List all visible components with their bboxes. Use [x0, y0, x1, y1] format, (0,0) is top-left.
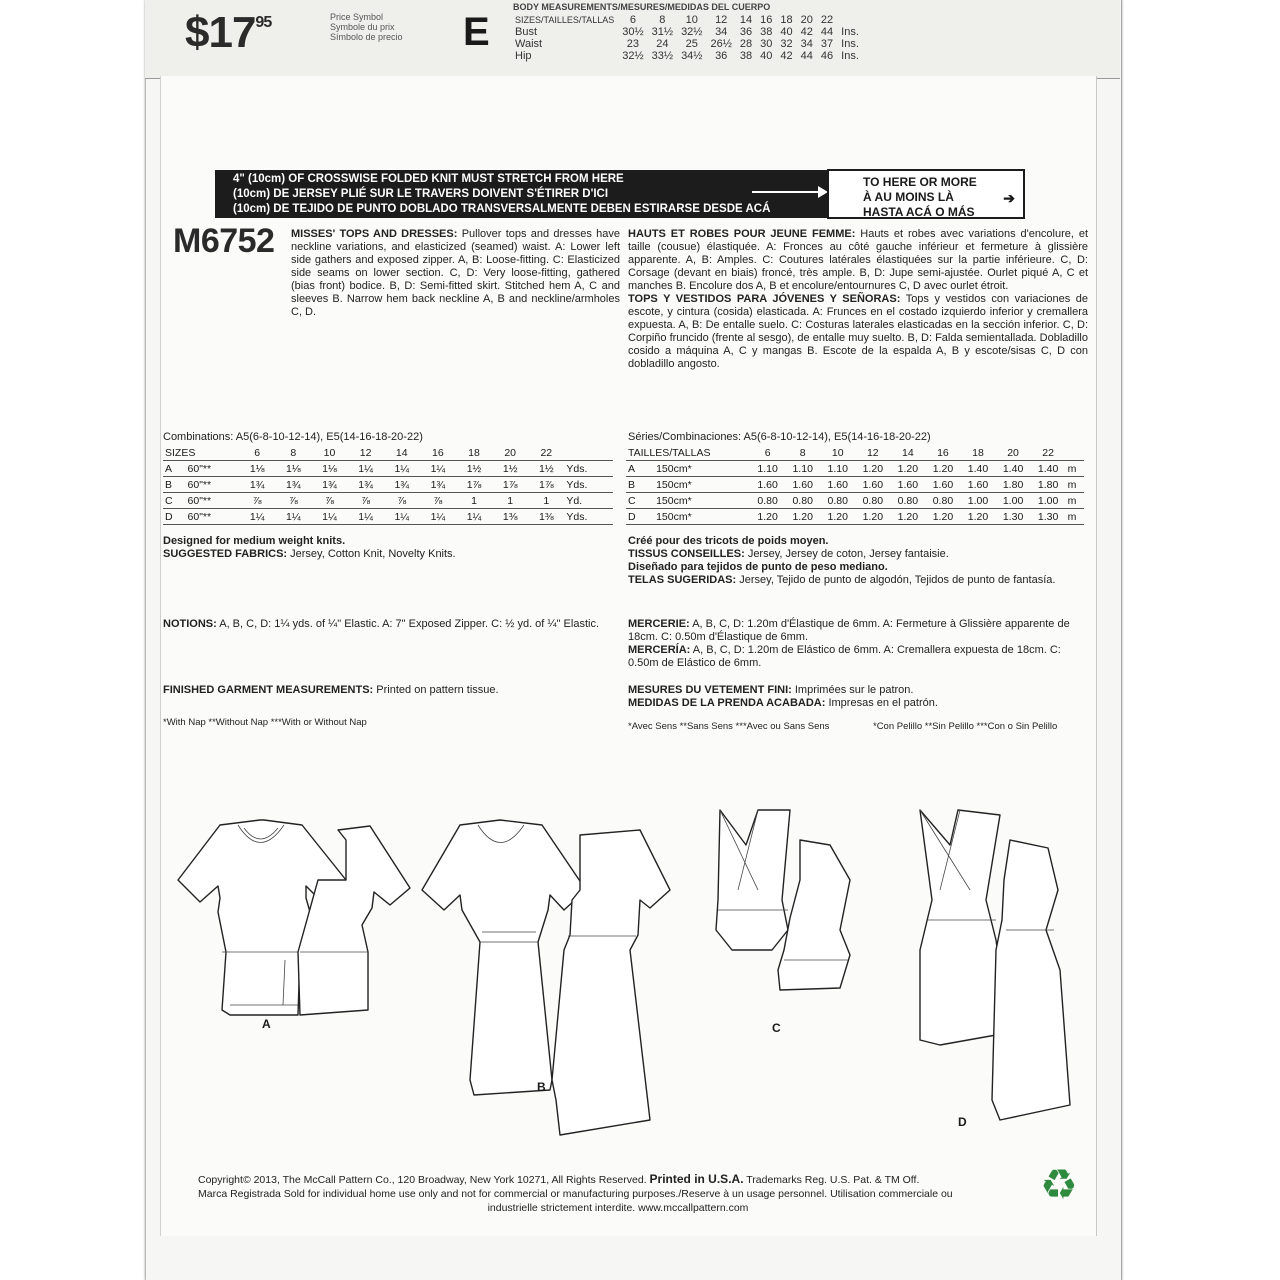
description-french-spanish: HAUTS ET ROBES POUR JEUNE FEMME: Hauts et robes avec variations d'encolure, et taille (cousue) élastiquée. A: Fronces au côté gauche inférieur et fermeture à glissière apparente. A, B: Amples. C: Coutures latérales élastiquées sur la partie inférieure. C, D: Corsage (devant en biais) froncé, très ample. B, D: Jupe semi-ajustée. Ourlet piqué A, C et manches B. Encolure dos A, B et encolure/entournures C, D avec ourlet étroit. TOPS Y VESTIDOS PARA JÓVENES Y SEÑORAS: Tops y vestidos con variaciones de escote, y cintura (cosida) elasticada. A: Frunces en el costado izquierdo inferior y cremallera expuesta. A, B: De entalle suelo. C: Costuras laterales elasticadas en la sección inferior. C, D: Corpiño fruncido (frente al sesgo), de entalle muy suelto. B, D: Falda semientallada. Dobladillo cosido a máquina A, C y mangas B. Escote de la espalda A, B y escote/sisas C, D con dobladillo angosto. — [628, 228, 1089, 370]
yardage-value: 1¼ — [348, 509, 384, 525]
yardage-value: 1¾ — [311, 477, 347, 493]
stretch-arrow-line — [752, 191, 824, 193]
yardage-value: 1¼ — [311, 509, 347, 525]
price-symbol-label: Price Symbol Symbole du prix Símbolo de precio — [330, 12, 403, 42]
yardage-value: 1.20 — [890, 461, 925, 477]
measurement-unit: Ins. — [841, 26, 859, 38]
yardage-size-header: 14 — [890, 445, 925, 461]
yardage-value: 1 — [456, 493, 492, 509]
view-c-back-drawing — [778, 840, 850, 990]
yardage-value: ⅞ — [348, 493, 384, 509]
yardage-value: 1¾ — [239, 477, 275, 493]
yardage-size-header: 14 — [384, 445, 420, 461]
yardage-value: 1¾ — [384, 477, 420, 493]
yardage-table-metric — [626, 445, 1084, 525]
yardage-table-english — [163, 445, 613, 525]
yardage-unit: Yd. — [564, 493, 613, 509]
notions-english: NOTIONS: A, B, C, D: 1¼ yds. of ¼" Elastic. A: 7" Exposed Zipper. C: ½ yd. of ¼" Elastic. — [163, 618, 600, 630]
yardage-value: 1⅜ — [492, 509, 528, 525]
size-header: 20 — [800, 14, 813, 26]
yardage-size-header: 8 — [785, 445, 820, 461]
yardage-value: 1.60 — [855, 477, 890, 493]
yardage-value: 1½ — [456, 461, 492, 477]
yardage-value: 1.80 — [996, 477, 1031, 493]
measurement-value: 44 — [820, 26, 834, 38]
yardage-value: ⅞ — [420, 493, 456, 509]
measurement-value: 30½ — [622, 26, 644, 38]
yardage-view: B — [163, 477, 186, 493]
size-header: 6 — [629, 14, 636, 26]
yardage-value: 1.00 — [960, 493, 995, 509]
size-header: 10 — [685, 14, 698, 26]
finished-measurements-french-spanish: MESURES DU VETEMENT FINI: Imprimées sur le patron. MEDIDAS DE LA PRENDA ACABADA: Impresas en el patrón. — [628, 684, 938, 709]
measurement-value: 34½ — [681, 50, 703, 62]
stretch-gauge-banner: 4" (10cm) OF CROSSWISE FOLDED KNIT MUST STRETCH FROM HERE (10cm) DE JERSEY PLIÉ SUR LE TRAVERS DOIVENT S'ÉTIRER D'ICI (10cm) DE TEJIDO DE PUNTO DOBLADO TRANSVERSALMENTE DEBEN ESTIRARSE DESDE ACÁ — [215, 170, 827, 218]
yardage-value: 1⅛ — [239, 461, 275, 477]
measurement-label: Bust — [515, 26, 538, 38]
measurement-value: 42 — [800, 26, 813, 38]
view-d-front-drawing — [920, 810, 1006, 1045]
yardage-value: 0.80 — [855, 493, 890, 509]
yardage-value: 1¾ — [275, 477, 311, 493]
yardage-size-header: 18 — [456, 445, 492, 461]
yardage-row — [626, 509, 1084, 525]
yardage-value: 1.20 — [960, 509, 995, 525]
sizes-label: SIZES/TAILLES/TALLAS — [515, 15, 615, 25]
measurement-value: 33½ — [651, 50, 674, 62]
yardage-value: 1¼ — [239, 509, 275, 525]
measurement-value: 26½ — [710, 38, 732, 50]
yardage-value: 1.20 — [750, 509, 785, 525]
yardage-view: C — [163, 493, 186, 509]
yardage-unit: m — [1066, 509, 1084, 525]
nap-legend-spanish: *Con Pelillo **Sin Pelillo ***Con o Sin Pelillo — [873, 721, 1058, 732]
yardage-width: 150cm* — [654, 477, 750, 493]
yardage-value: 1¼ — [384, 509, 420, 525]
yardage-value: 1¾ — [420, 477, 456, 493]
yardage-unit: Yds. — [564, 477, 613, 493]
recycle-icon: ♻ — [1040, 1161, 1078, 1208]
yardage-size-header: 22 — [528, 445, 564, 461]
yardage-row — [626, 493, 1084, 509]
yardage-value: 1.30 — [996, 509, 1031, 525]
yardage-value: 1.20 — [925, 509, 960, 525]
view-c-label: C — [772, 1021, 781, 1035]
yardage-value: 1.60 — [820, 477, 855, 493]
yardage-width: 150cm* — [654, 493, 750, 509]
yardage-value: 1.00 — [1031, 493, 1066, 509]
yardage-size-header: 16 — [925, 445, 960, 461]
combinations-metric: Séries/Combinaciones: A5(6-8-10-12-14), E5(14-16-18-20-22) — [628, 431, 931, 443]
combinations-english: Combinations: A5(6-8-10-12-14), E5(14-16-18-20-22) — [163, 431, 423, 443]
yardage-value: 1.10 — [820, 461, 855, 477]
yardage-size-header: 22 — [1031, 445, 1066, 461]
yardage-value: ⅞ — [384, 493, 420, 509]
measurement-value: 46 — [820, 50, 834, 62]
view-b-label: B — [537, 1080, 546, 1094]
yardage-value: 1¼ — [348, 461, 384, 477]
yardage-unit: m — [1066, 493, 1084, 509]
yardage-size-header: 12 — [855, 445, 890, 461]
measurement-value: 38 — [760, 26, 773, 38]
yardage-value: 0.80 — [925, 493, 960, 509]
yardage-value: 1.60 — [890, 477, 925, 493]
yardage-value: 0.80 — [890, 493, 925, 509]
yardage-value: 1.20 — [855, 461, 890, 477]
fabrics-french-spanish: Créé pour des tricots de poids moyen. TISSUS CONSEILLES: Jersey, Jersey de coton, Jersey fantaisie. Diseñado para tejidos de punto de peso mediano. TELAS SUGERIDAS: Jersey, Tejido de punto de algodón, Tejidos de punto de fantasía. — [628, 535, 1056, 586]
yardage-row — [163, 509, 613, 525]
yardage-size-header: 6 — [750, 445, 785, 461]
yardage-view: D — [626, 509, 654, 525]
yardage-size-header: 16 — [420, 445, 456, 461]
yardage-value: 1¼ — [420, 509, 456, 525]
yardage-value: 1.80 — [1031, 477, 1066, 493]
yardage-value: 0.80 — [750, 493, 785, 509]
yardage-size-header: 18 — [960, 445, 995, 461]
measurement-value: 42 — [780, 50, 793, 62]
measurement-value: 36 — [739, 26, 753, 38]
yardage-value: 0.80 — [785, 493, 820, 509]
yardage-value: 1⅞ — [456, 477, 492, 493]
yardage-size-header: 12 — [348, 445, 384, 461]
finished-measurements-english: FINISHED GARMENT MEASUREMENTS: Printed on pattern tissue. — [163, 684, 499, 696]
measurement-value: 32 — [780, 38, 793, 50]
yardage-value: 1.40 — [960, 461, 995, 477]
pattern-number: M6752 — [173, 222, 275, 260]
yardage-view: A — [163, 461, 186, 477]
yardage-value: 1.40 — [1031, 461, 1066, 477]
measurement-value: 23 — [626, 38, 640, 50]
price-letter: E — [463, 10, 490, 54]
yardage-value: ⅞ — [239, 493, 275, 509]
measurement-value: 40 — [760, 50, 773, 62]
envelope-flap — [145, 0, 1120, 79]
measurement-value: 34 — [715, 26, 728, 38]
yardage-value: 1.60 — [960, 477, 995, 493]
measurement-value: 44 — [800, 50, 813, 62]
body-measurements-heading: BODY MEASUREMENTS/MESURES/MEDIDAS DEL CUERPO — [513, 2, 771, 12]
yardage-width: 60"** — [186, 509, 240, 525]
measurement-row — [511, 38, 863, 50]
yardage-sizes-label: SIZES — [163, 445, 239, 461]
yardage-row — [626, 477, 1084, 493]
yardage-row — [163, 461, 613, 477]
yardage-value: 1½ — [492, 461, 528, 477]
yardage-row — [163, 477, 613, 493]
measurement-value: 28 — [739, 38, 753, 50]
measurement-unit: Ins. — [841, 38, 859, 50]
yardage-value: 1.20 — [855, 509, 890, 525]
yardage-width: 150cm* — [654, 509, 750, 525]
yardage-value: 1.20 — [785, 509, 820, 525]
measurement-unit: Ins. — [841, 50, 859, 62]
yardage-row — [163, 493, 613, 509]
measurement-value: 32½ — [681, 26, 703, 38]
measurement-value: 25 — [685, 38, 698, 50]
yardage-size-header: 20 — [492, 445, 528, 461]
nap-legend-english: *With Nap **Without Nap ***With or Without Nap — [163, 717, 367, 728]
yardage-width: 150cm* — [654, 461, 750, 477]
size-header: 14 — [739, 14, 753, 26]
usage-notice: Marca Registrada Sold for individual home use only and not for commercial or manufacturing purposes./Reserve à un usage personnel. Utilisation commerciale ou — [198, 1188, 953, 1200]
yardage-value: 1⅞ — [528, 477, 564, 493]
size-header: 18 — [780, 14, 793, 26]
copyright-footer: Copyright© 2013, The McCall Pattern Co., 120 Broadway, New York 10271, All Rights Reserved. Printed in U.S.A. Trademarks Reg. U.S. Pat. & TM Off. — [198, 1172, 920, 1186]
yardage-size-header: 20 — [996, 445, 1031, 461]
yardage-value: 1⅛ — [275, 461, 311, 477]
yardage-value: ⅞ — [311, 493, 347, 509]
yardage-value: 1¼ — [275, 509, 311, 525]
yardage-row — [626, 461, 1084, 477]
yardage-unit: Yds. — [564, 509, 613, 525]
yardage-unit: m — [1066, 477, 1084, 493]
measurement-label: Hip — [515, 50, 532, 62]
yardage-width: 60"** — [186, 477, 240, 493]
yardage-width: 60"** — [186, 461, 240, 477]
view-d-back-drawing — [992, 840, 1070, 1120]
yardage-value: 1.60 — [785, 477, 820, 493]
view-a-label: A — [262, 1017, 271, 1031]
website-line: industrielle strictement interdite. www.mccallpattern.com — [487, 1202, 749, 1214]
size-header: 8 — [659, 14, 666, 26]
arrow-right-icon: ➔ — [1003, 190, 1015, 206]
garment-line-drawings — [160, 800, 1090, 1170]
nap-legend-french: *Avec Sens **Sans Sens ***Avec ou Sans Sens — [628, 721, 830, 732]
yardage-value: 1⅛ — [311, 461, 347, 477]
size-header: 22 — [820, 14, 834, 26]
yardage-value: 1.40 — [996, 461, 1031, 477]
yardage-value: 0.80 — [820, 493, 855, 509]
yardage-value: 1.20 — [820, 509, 855, 525]
measurement-value: 31½ — [651, 26, 674, 38]
measurement-value: 36 — [715, 50, 728, 62]
view-c-front-drawing — [716, 810, 790, 950]
yardage-size-header: 10 — [311, 445, 347, 461]
measurement-row — [511, 26, 863, 38]
measurement-value: 34 — [800, 38, 813, 50]
yardage-value: 1.00 — [996, 493, 1031, 509]
yardage-value: 1¼ — [456, 509, 492, 525]
view-d-label: D — [958, 1115, 967, 1129]
size-header: 12 — [715, 14, 728, 26]
yardage-view: A — [626, 461, 654, 477]
yardage-sizes-label: TAILLES/TALLAS — [626, 445, 750, 461]
yardage-value: 1¾ — [348, 477, 384, 493]
yardage-view: D — [163, 509, 186, 525]
notions-french-spanish: MERCERIE: A, B, C, D: 1.20m d'Élastique de 6mm. A: Fermeture à Glissière apparente de 18cm. C: 0.50m d'Élastique de 6mm. MERCERÍA: A, B, C, D: 1.20m de Elástico de 6mm. A: Cremallera expuesta de 18cm. C: 0.50m de Elástico de 6mm. — [628, 618, 1070, 669]
yardage-view: C — [626, 493, 654, 509]
yardage-size-header: 8 — [275, 445, 311, 461]
measurement-value: 30 — [760, 38, 773, 50]
yardage-header-row — [626, 445, 1084, 461]
description-english: MISSES' TOPS AND DRESSES: Pullover tops and dresses have neckline variations, and elasticized (seamed) waist. A: Lower left side gathers and exposed zipper. A, B: Loose-fitting. C: Elasticized side seams on lower section. C, D: Very loose-fitting, gathered (bias front) bodice. B, D: Semi-fitted skirt. Stitched hem A, C and sleeves B. Narrow hem back neckline A, B and neckline/armholes C, D. — [291, 228, 621, 318]
yardage-unit: Yds. — [564, 461, 613, 477]
measurement-value: 40 — [780, 26, 793, 38]
yardage-value: 1⅞ — [492, 477, 528, 493]
measurement-label: Waist — [515, 38, 543, 50]
yardage-value: 1⅜ — [528, 509, 564, 525]
yardage-size-header: 10 — [820, 445, 855, 461]
yardage-value: 1.60 — [925, 477, 960, 493]
yardage-value: 1¼ — [384, 461, 420, 477]
fabrics-english: Designed for medium weight knits. SUGGESTED FABRICS: Jersey, Cotton Knit, Novelty Knits. — [163, 535, 456, 560]
yardage-value: 1.20 — [890, 509, 925, 525]
measurement-value: 37 — [820, 38, 834, 50]
body-measurements-table — [511, 14, 863, 62]
yardage-value: 1.60 — [750, 477, 785, 493]
yardage-value: 1¼ — [420, 461, 456, 477]
yardage-value: 1.10 — [750, 461, 785, 477]
yardage-value: 1.10 — [785, 461, 820, 477]
yardage-value: 1½ — [528, 461, 564, 477]
yardage-value: 1.20 — [925, 461, 960, 477]
yardage-width: 60"** — [186, 493, 240, 509]
yardage-value: 1.30 — [1031, 509, 1066, 525]
yardage-value: 1 — [492, 493, 528, 509]
yardage-value: ⅞ — [275, 493, 311, 509]
yardage-unit: m — [1066, 461, 1084, 477]
yardage-header-row — [163, 445, 613, 461]
measurement-value: 24 — [656, 38, 669, 50]
yardage-size-header: 6 — [239, 445, 275, 461]
size-header: 16 — [760, 14, 773, 26]
measurement-value: 38 — [739, 50, 753, 62]
price: $\$17^{95}$ — [185, 8, 272, 57]
yardage-view: B — [626, 477, 654, 493]
measurement-row — [511, 50, 863, 62]
stretch-target-box: TO HERE OR MORE À AU MOINS LÀ HASTA ACÁ O MÁS ➔ — [827, 169, 1025, 219]
yardage-value: 1 — [528, 493, 564, 509]
measurement-value: 32½ — [622, 50, 644, 62]
